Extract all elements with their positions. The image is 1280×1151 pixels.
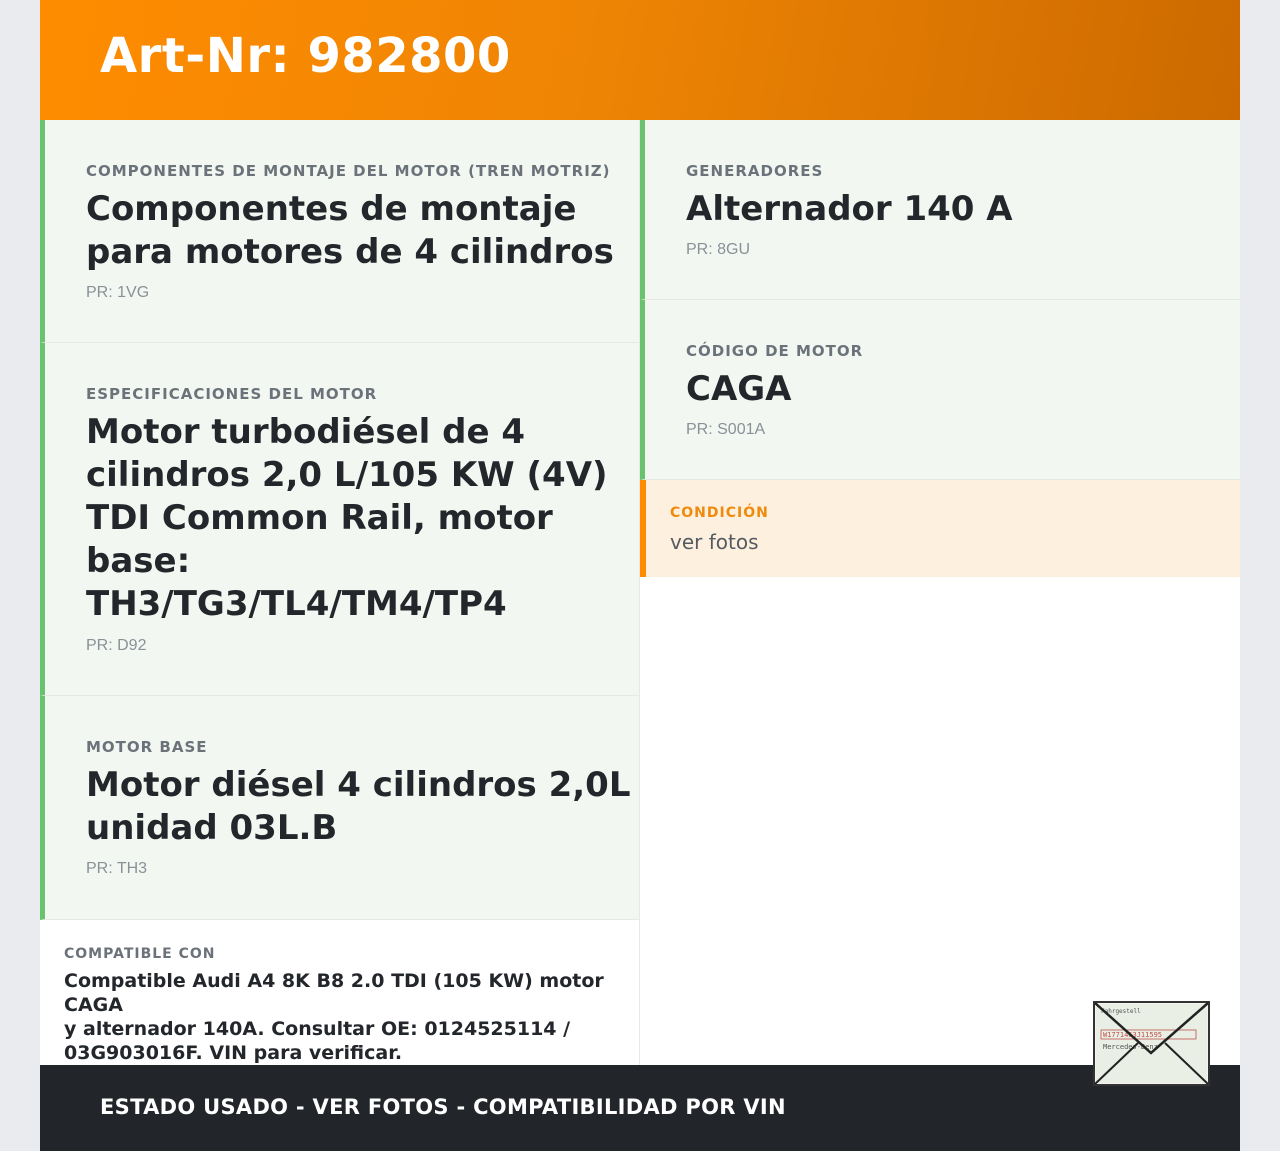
- footer-text: ESTADO USADO - VER FOTOS - COMPATIBILIDAD POR VIN: [100, 1095, 786, 1119]
- pr-code: PR: TH3: [86, 860, 148, 877]
- card-label: ESPECIFICACIONES DEL MOTOR: [86, 385, 378, 403]
- compat-label: COMPATIBLE CON: [64, 946, 216, 962]
- card-base-engine: [40, 696, 639, 920]
- envelope-icon: [1093, 1001, 1210, 1086]
- card-generators: [640, 120, 1240, 300]
- header-banner: [40, 0, 1240, 120]
- footer-bar: [40, 1065, 1240, 1151]
- card-title: Motor diésel 4 cilindros 2,0L unidad 03L.B: [86, 765, 631, 848]
- card-engine-code: [640, 300, 1240, 480]
- pr-code: PR: 8GU: [686, 241, 751, 258]
- card-title: Motor turbodiésel de 4 cilindros 2,0 L/105 KW (4V) TDI Common Rail, motor base: TH3/TG3/TL4/TM4/TP4: [86, 412, 608, 624]
- envelope-thumbnail-icon[interactable]: [1093, 1001, 1210, 1086]
- svg-text:Mercedes-Benz: Mercedes-Benz: [1103, 1043, 1158, 1051]
- pr-code: PR: D92: [86, 637, 147, 654]
- condition-card: [640, 480, 1240, 577]
- card-title: Alternador 140 A: [686, 189, 1013, 229]
- card-mounting-components: [40, 120, 639, 343]
- card-engine-specs: [40, 343, 639, 696]
- compat-text: Compatible Audi A4 8K B8 2.0 TDI (105 KW) motor CAGA y alternador 140A. Consultar OE: 0124525114 / 03G903016F. VIN para verificar.: [64, 970, 604, 1064]
- product-sheet: [40, 0, 1240, 1151]
- svg-text:Fahrgestell: Fahrgestell: [1101, 1008, 1141, 1015]
- card-label: GENERADORES: [686, 162, 824, 180]
- condition-value: ver fotos: [670, 530, 759, 554]
- card-label: MOTOR BASE: [86, 738, 208, 756]
- svg-text:W1771463J11595: W1771463J11595: [1103, 1031, 1163, 1039]
- pr-code: PR: 1VG: [86, 284, 150, 301]
- condition-label: CONDICIÓN: [670, 505, 769, 521]
- card-label: CÓDIGO DE MOTOR: [686, 342, 864, 360]
- article-number-title: Art-Nr: 982800: [100, 28, 511, 84]
- card-title: CAGA: [686, 369, 792, 409]
- pr-code: PR: S001A: [686, 421, 766, 438]
- card-title: Componentes de montaje para motores de 4 cilindros: [86, 189, 614, 272]
- card-label: COMPONENTES DE MONTAJE DEL MOTOR (TREN MOTRIZ): [86, 162, 611, 180]
